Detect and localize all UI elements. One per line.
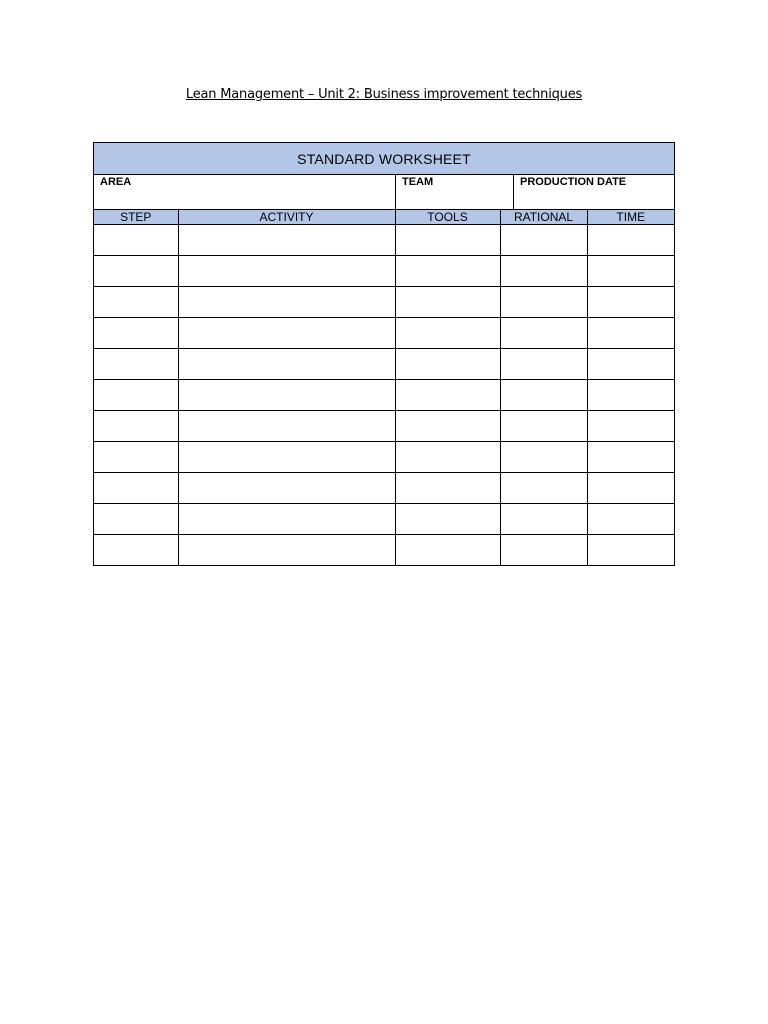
- cell-tools[interactable]: [395, 256, 500, 287]
- team-field[interactable]: [396, 175, 514, 209]
- cell-rational[interactable]: [500, 442, 587, 473]
- cell-tools[interactable]: [395, 225, 500, 256]
- table-row: [94, 225, 674, 256]
- cell-tools[interactable]: [395, 380, 500, 411]
- cell-tools[interactable]: [395, 287, 500, 318]
- cell-tools[interactable]: [395, 504, 500, 535]
- table-header-row: [94, 210, 674, 225]
- cell-rational[interactable]: [500, 380, 587, 411]
- cell-activity[interactable]: [178, 442, 395, 473]
- column-header-step: STEP: [94, 210, 178, 225]
- cell-tools[interactable]: [395, 442, 500, 473]
- table-row: [94, 473, 674, 504]
- worksheet-table-body: [94, 225, 674, 566]
- cell-time[interactable]: [587, 318, 674, 349]
- cell-rational[interactable]: [500, 535, 587, 566]
- cell-activity[interactable]: [178, 504, 395, 535]
- cell-activity[interactable]: [178, 318, 395, 349]
- cell-rational[interactable]: [500, 349, 587, 380]
- cell-tools[interactable]: [395, 535, 500, 566]
- cell-tools[interactable]: [395, 411, 500, 442]
- standard-worksheet: [93, 142, 675, 566]
- cell-time[interactable]: [587, 256, 674, 287]
- cell-tools[interactable]: [395, 349, 500, 380]
- column-header-time: TIME: [587, 210, 674, 225]
- cell-activity[interactable]: [178, 225, 395, 256]
- cell-step[interactable]: [94, 287, 178, 318]
- area-field[interactable]: [94, 175, 396, 209]
- cell-activity[interactable]: [178, 380, 395, 411]
- cell-time[interactable]: [587, 504, 674, 535]
- production-date-label: PRODUCTION DATE: [520, 176, 627, 188]
- cell-time[interactable]: [587, 380, 674, 411]
- cell-time[interactable]: [587, 442, 674, 473]
- table-row: [94, 349, 674, 380]
- document-title: Lean Management – Unit 2: Business improvement techniques: [185, 87, 583, 102]
- worksheet-title: STANDARD WORKSHEET: [94, 143, 674, 175]
- table-row: [94, 504, 674, 535]
- table-row: [94, 318, 674, 349]
- cell-activity[interactable]: [178, 349, 395, 380]
- cell-step[interactable]: [94, 535, 178, 566]
- table-row: [94, 442, 674, 473]
- column-header-activity: ACTIVITY: [178, 210, 395, 225]
- table-row: [94, 287, 674, 318]
- production-date-field[interactable]: [514, 175, 674, 209]
- area-label: AREA: [100, 176, 132, 188]
- cell-tools[interactable]: [395, 318, 500, 349]
- table-row: [94, 411, 674, 442]
- table-row: [94, 380, 674, 411]
- cell-step[interactable]: [94, 380, 178, 411]
- cell-step[interactable]: [94, 318, 178, 349]
- cell-rational[interactable]: [500, 411, 587, 442]
- cell-time[interactable]: [587, 535, 674, 566]
- cell-activity[interactable]: [178, 535, 395, 566]
- cell-time[interactable]: [587, 473, 674, 504]
- cell-activity[interactable]: [178, 256, 395, 287]
- cell-activity[interactable]: [178, 287, 395, 318]
- cell-rational[interactable]: [500, 225, 587, 256]
- cell-rational[interactable]: [500, 287, 587, 318]
- cell-time[interactable]: [587, 349, 674, 380]
- cell-activity[interactable]: [178, 411, 395, 442]
- cell-time[interactable]: [587, 411, 674, 442]
- worksheet-table: [94, 210, 674, 565]
- team-label: TEAM: [402, 176, 434, 188]
- cell-time[interactable]: [587, 225, 674, 256]
- cell-tools[interactable]: [395, 473, 500, 504]
- cell-step[interactable]: [94, 411, 178, 442]
- cell-step[interactable]: [94, 225, 178, 256]
- worksheet-meta-row: [94, 175, 674, 210]
- column-header-tools: TOOLS: [395, 210, 500, 225]
- cell-step[interactable]: [94, 442, 178, 473]
- cell-step[interactable]: [94, 473, 178, 504]
- cell-activity[interactable]: [178, 473, 395, 504]
- table-row: [94, 256, 674, 287]
- cell-step[interactable]: [94, 349, 178, 380]
- cell-rational[interactable]: [500, 504, 587, 535]
- table-row: [94, 535, 674, 566]
- cell-time[interactable]: [587, 287, 674, 318]
- cell-step[interactable]: [94, 504, 178, 535]
- cell-rational[interactable]: [500, 473, 587, 504]
- cell-step[interactable]: [94, 256, 178, 287]
- cell-rational[interactable]: [500, 318, 587, 349]
- cell-rational[interactable]: [500, 256, 587, 287]
- column-header-rational: RATIONAL: [500, 210, 587, 225]
